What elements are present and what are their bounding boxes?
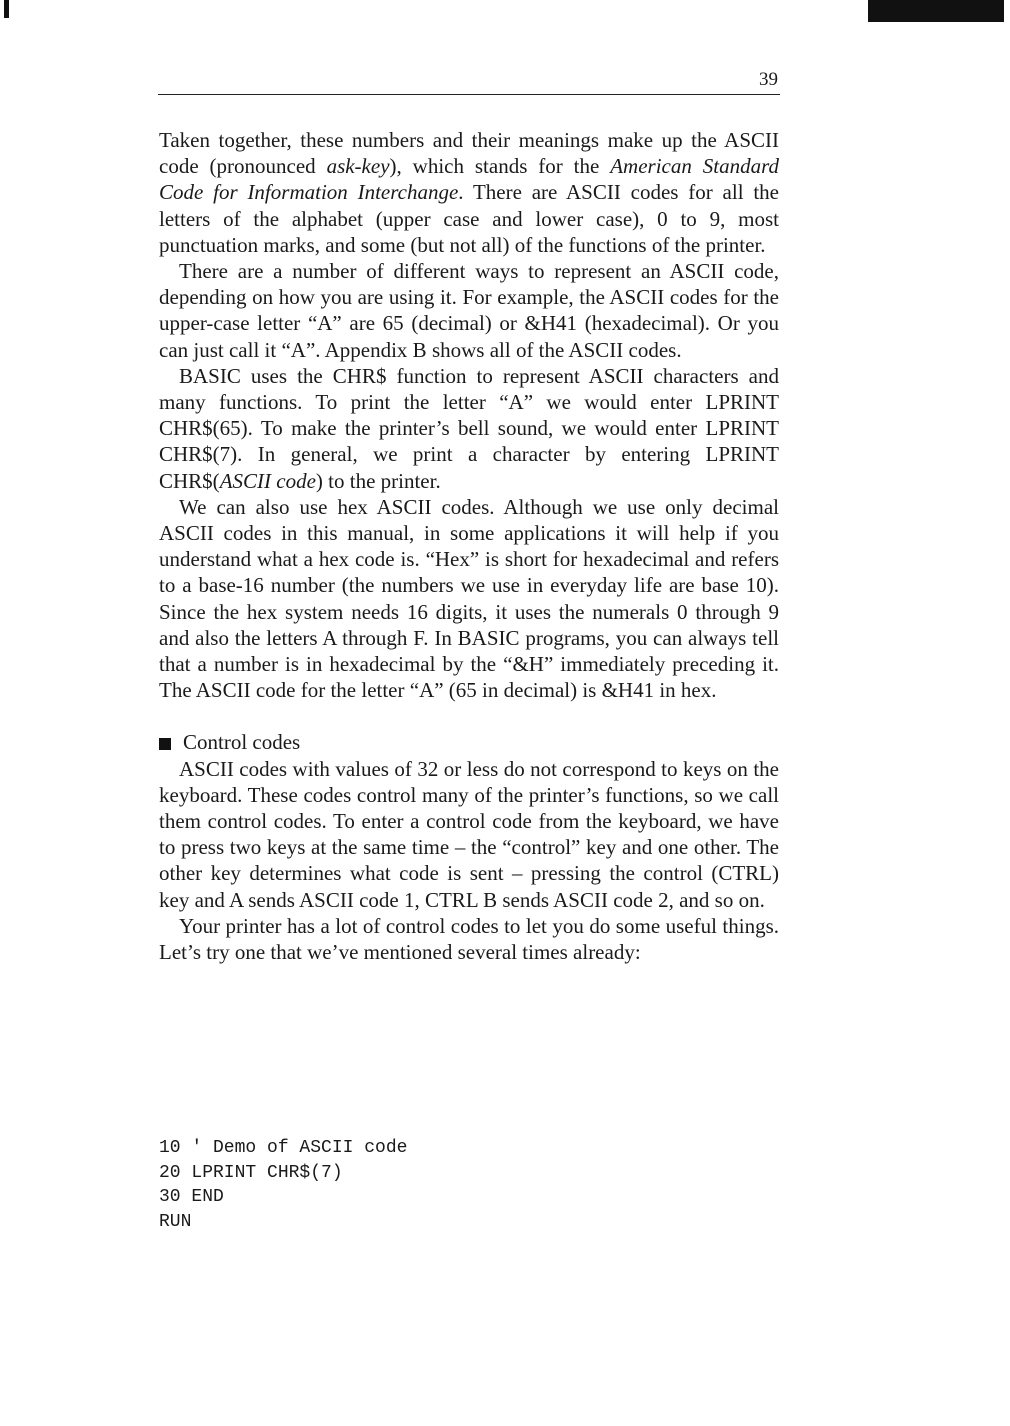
paragraph-segment: ) to the printer. — [315, 468, 441, 493]
header-rule — [158, 94, 780, 95]
paragraph-control-codes: ASCII codes with values of 32 or less do not correspond to keys on the keyboard. These codes control many of the printer’s functions, so we call them control codes. To enter a control code from the keyboard, we have to press two keys at the same time – the “control” key and one other. The other key determines what code is sent – pressing the control (CTRL) key and A sends ASCII code 1, CTRL B sends ASCII code 2, and so on. — [159, 756, 779, 912]
paragraph-chr-function — [159, 363, 779, 494]
paragraph-segment: . There are ASCII codes for all the letters of the alphabet (upper case and lower case), 0 to 9, most punctuation marks, and some (but not all) of the functions of the printer. — [159, 180, 780, 257]
page-number: 39 — [759, 69, 778, 90]
scan-mark-right — [868, 0, 1004, 22]
code-line: 20 LPRINT CHR$(7) — [159, 1162, 343, 1183]
paragraph-segment-italic: American Standard Code for Information Interchange — [159, 154, 779, 205]
code-line: 30 END — [159, 1187, 224, 1207]
paragraph-segment: There are a number of different ways to represent an ASCII code, depending on how you are using it. For example, the ASCII codes for the upper-case letter “A” are 65 (decimal) or &H41 (hexadecimal). Or you can just call it “A”. Appendix B shows all of the ASCII codes. — [159, 259, 779, 362]
paragraph-segment: ), which stands for the — [389, 154, 611, 179]
paragraph-segment-italic: ASCII code — [219, 468, 316, 493]
code-listing — [159, 1136, 407, 1234]
paragraph-segment: We can also use hex ASCII codes. Although we use only decimal ASCII codes in this manual, in some applications it will help if you understand what a hex code is. “Hex” is short for hexadecimal and refers to a base-16 number (the numbers we use in everyday life are base 10). Since the hex system needs 16 digits, it uses the numerals 0 through 9 and also the letters A through F. In BASIC programs, you can always tell that a number is in hexadecimal by the “&H” immediately preceding it. The ASCII code for the letter “A” (65 in decimal) is &H41 in hex. — [159, 494, 779, 703]
paragraph-hex-codes — [159, 494, 779, 704]
paragraph-try-one: Your printer has a lot of control codes to let you do some useful things. Let’s try one that we’ve mentioned several times already: — [159, 913, 779, 965]
code-line: RUN — [159, 1211, 192, 1232]
paragraph-segment: BASIC uses the CHR$ function to represent ASCII characters and many functions. To print the letter “A” we would enter LPRINT CHR$(65). To make the printer’s bell sound, we would enter LPRINT CHR$(7). In general, we print a character by entering LPRINT CHR$( — [159, 363, 779, 493]
scan-mark-left — [4, 0, 9, 18]
paragraph-ascii-intro — [159, 127, 779, 258]
code-line: 10 ' Demo of ASCII code — [159, 1138, 408, 1158]
paragraph-segment-italic: ask-key — [326, 154, 390, 179]
square-bullet-icon — [159, 738, 171, 750]
body-text — [159, 127, 779, 965]
paragraph-representations — [159, 258, 779, 363]
paragraph-segment: Taken together, these numbers and their meanings make up the ASCII code (pronounced — [159, 128, 779, 179]
section-heading-text: Control codes — [183, 730, 301, 755]
section-heading — [159, 729, 779, 755]
